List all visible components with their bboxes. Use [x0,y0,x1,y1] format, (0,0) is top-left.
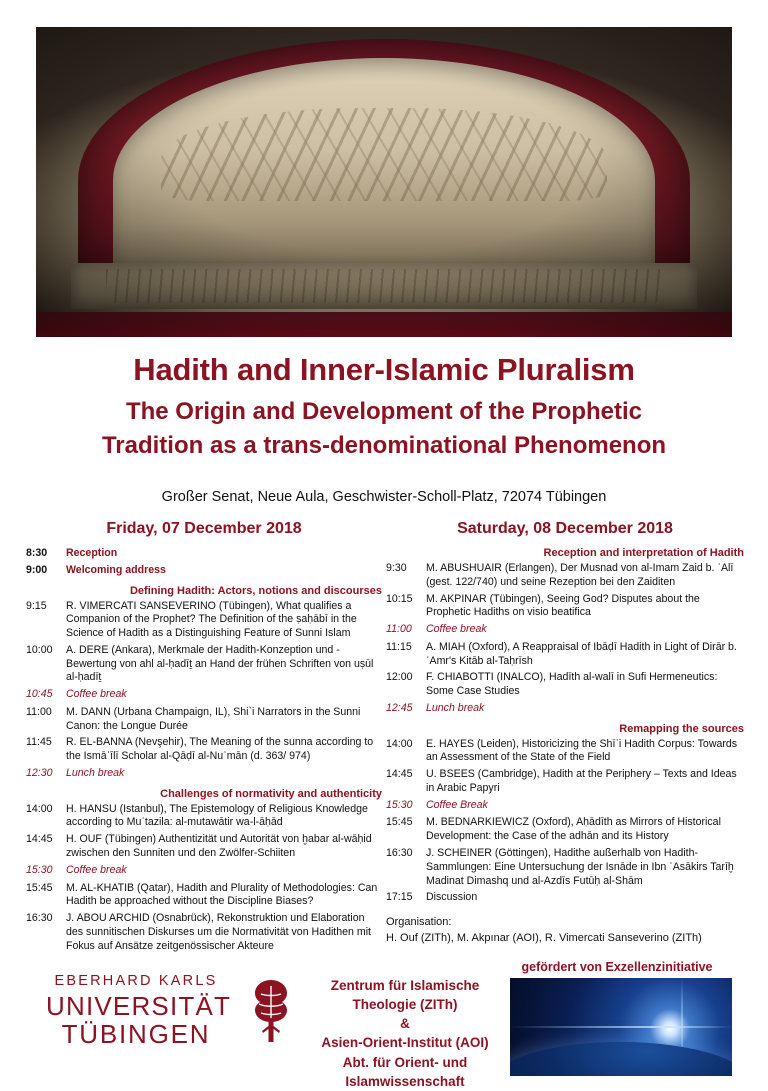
page-subtitle-line1: The Origin and Development of the Prophetic [125,397,643,425]
page-title: Hadith and Inner-Islamic Pluralism [133,352,635,387]
program-row-text: R. VIMERCATI SANSEVERINO (Tübingen), What qualifies a Companion of the Prophet? The Definition of the ṣaḥābī in the Science of Hadith as a Distinguishing Feature of Sunni Islam [66,599,357,640]
program-row-time: 14:00 [386,737,413,750]
excellence-label: gefördert von Exzellenzinitiative [521,960,713,974]
institute-line-2: Theologie (ZITh) [352,997,458,1013]
program-row [26,864,382,878]
program-row-time: 11:15 [386,640,412,653]
institute-names [300,976,510,1091]
program-row [26,736,382,764]
program-row [26,706,382,734]
program-row-time: 10:15 [386,592,413,605]
program-row-time: 9:00 [26,563,48,576]
university-logo-line2: UNIVERSITÄT [46,990,232,1021]
program-row-time: 14:00 [26,802,53,815]
footer [0,962,768,1087]
program-row-text: J. ABOU ARCHID (Osnabrück), Rekonstruktion und Elaboration des sunnitischen Diskurses um die Normativität von Hadithen mit Fokus auf Ansätze zeitgenössischer Akteure [66,912,371,952]
program-row-text: E. HAYES (Leiden), Historicizing the Shīʿi Hadith Corpus: Towards an Assessment of the State of the Field [426,737,738,764]
program-row-text: M. DANN (Urbana Champaign, IL), Shi`i Narrators in the Sunni Canon: the Longue Durée [66,705,361,732]
program-row [386,799,744,813]
program-friday [26,520,382,956]
program-row-time: 15:45 [26,881,53,894]
program-row-time: 11:45 [26,736,52,749]
page-subtitle-line2: Tradition as a trans-denominational Phenomenon [101,431,667,459]
program-row-time: 9:15 [26,599,47,612]
program-row [386,847,744,888]
program-row [386,641,744,669]
program-row [386,562,744,590]
program-row [386,671,744,699]
program-row [386,593,744,621]
program-row-text: M. ABUSHUAIR (Erlangen), Der Musnad von al-Imam Zaid b. ʿAlī (gest. 122/740) und seine Rezeption bei den Zaiditen [426,562,734,588]
program-row-text: Coffee break [66,863,127,876]
organisation-names: H. Ouf (ZITh), M. Akpınar (AOI), R. Vimercati Sanseverino (ZITh) [386,932,702,945]
program-row-time: 10:00 [26,643,53,656]
hero-vignette [36,27,732,337]
program-row-text: Coffee break [426,623,487,636]
university-logo-line1: EBERHARD KARLS [54,973,218,989]
program-row-text: A. DERE (Ankara), Merkmale der Hadith-Konzeption und -Bewertung von ahl al-ḥadīṯ an Hand der frühen Schriften von uṣūl al-ḥadīṯ [66,643,374,684]
program-row-text: M. AL-KHATIB (Qatar), Hadith and Plurality of Methodologies: Can Hadith be approached without the Discipline Biases? [66,881,378,908]
program-row-text: M. BEDNARKIEWICZ (Oxford), Aḥādīth as Mirrors of Historical Development: the Case of the adhān and its History [426,816,721,843]
program-row [26,882,382,910]
program-row [26,833,382,861]
venue-text: Großer Senat, Neue Aula, Geschwister-Scholl-Platz, 72074 Tübingen [161,489,607,505]
program-row-time: 11:00 [26,705,52,718]
excellence-image [510,978,732,1076]
program-row-time: 12:30 [26,766,53,779]
saturday-schedule [386,547,744,905]
program-row [26,564,382,578]
program-saturday [386,520,744,947]
program-row-time: 11:00 [386,623,412,636]
program-row-text: Lunch break [426,701,485,714]
program-section-heading: Defining Hadith: Actors, notions and discourses [129,584,382,597]
program-row [386,623,744,637]
program-row [26,803,382,831]
program-row-text: Coffee break [66,688,127,701]
program-row [26,600,382,641]
program-row-time: 14:45 [386,768,413,781]
sun-ray-horizontal [510,1026,732,1028]
program-row-text: R. EL-BANNA (Nevşehir), The Meaning of the sunna according to the Ismāʿīlī Scholar al-Qāḍī al-Nuʿmān (d. 363/ 974) [66,736,374,763]
friday-schedule [26,547,382,953]
program-row-text: Reception [66,547,118,559]
program-section-heading: Challenges of normativity and authenticity [160,787,382,800]
program-row-text: J. SCHEINER (Göttingen), Hadithe außerhalb von Hadith-Sammlungen: Eine Untersuchung der Isnāde in Ibn ʿAsākirs Tarīḫ Madinat Dimashq und al-Azdīs Futūḥ al-Shām [426,847,734,887]
program-section-heading: Remapping the sources [619,722,744,735]
program-row-text: A. MIAH (Oxford), A Reappraisal of Ibāḍī Hadith in Light of Dirār b. ʿAmr's Kitāb al-Taḥrīsh [426,640,737,667]
program-row-text: H. OUF (Tübingen) Authentizität und Autorität von ḫabar al-wāḥid zwischen den Sunniten und den Zwölfer-Schiiten [66,833,372,860]
program-row-text: Lunch break [66,766,125,779]
program-row-text: Coffee Break [426,798,488,811]
hero-photo [36,27,732,337]
university-logo-line3: TÜBINGEN [61,1018,211,1049]
institute-line-6: Islamwissenschaft [345,1073,465,1089]
page-subtitle [0,395,768,463]
program-row-time: 16:30 [386,847,413,860]
poster-titles [0,352,768,463]
program-row [386,891,744,905]
day-heading-saturday: Saturday, 08 December 2018 [457,520,673,537]
program-row-time: 12:00 [386,671,413,684]
program-row [386,816,744,844]
program-row [26,688,382,702]
program-row-text: H. HANSU (Istanbul), The Epistemology of Religious Knowledge according to Muʿtazila: al-mutawātir wa-l-āḥād [66,802,368,829]
program-row [26,912,382,953]
program-row-time: 15:45 [386,816,413,829]
program-row-time: 8:30 [26,547,48,559]
institute-line-1: Zentrum für Islamische [330,978,480,993]
program-row-time: 15:30 [26,863,53,876]
institute-line-4: Asien-Orient-Institut (AOI) [321,1035,489,1051]
program-row [386,702,744,716]
program-row-text: U. BSEES (Cambridge), Hadith at the Periphery – Texts and Ideas in Arabic Papyri [426,768,737,794]
institute-line-3: & [400,1016,410,1032]
program-row [26,547,382,561]
organisation-block [386,915,744,947]
organisation-label: Organisation: [386,916,452,929]
program-row [26,644,382,685]
program-row [26,767,382,781]
program-row [386,768,744,796]
institute-line-5: Abt. für Orient- und [342,1054,468,1070]
university-logo [46,973,232,1049]
program-row-text: Welcoming address [66,563,166,576]
program-row-text: Discussion [426,891,478,904]
program-row-time: 10:45 [26,688,53,701]
hero-image [36,27,732,337]
program-row [386,738,744,766]
program-section-heading: Reception and interpretation of Hadith [543,547,744,559]
program-row-text: F. CHIABOTTI (INALCO), Hadīth al-walī in Sufi Hermeneutics: Some Case Studies [426,671,718,698]
program-row-time: 9:30 [386,562,407,574]
program-row-time: 16:30 [26,912,53,925]
program-row-time: 15:30 [386,798,413,811]
program-row-time: 14:45 [26,833,53,846]
day-heading-friday: Friday, 07 December 2018 [106,520,302,537]
program-row-text: M. AKPINAR (Tübingen), Seeing God? Disputes about the Prophetic Hadiths on visio beatifica [426,592,700,619]
program-columns [0,520,768,950]
program-row-time: 12:45 [386,701,413,714]
program-row-time: 17:15 [386,891,413,904]
tree-logo-icon [243,976,299,1046]
